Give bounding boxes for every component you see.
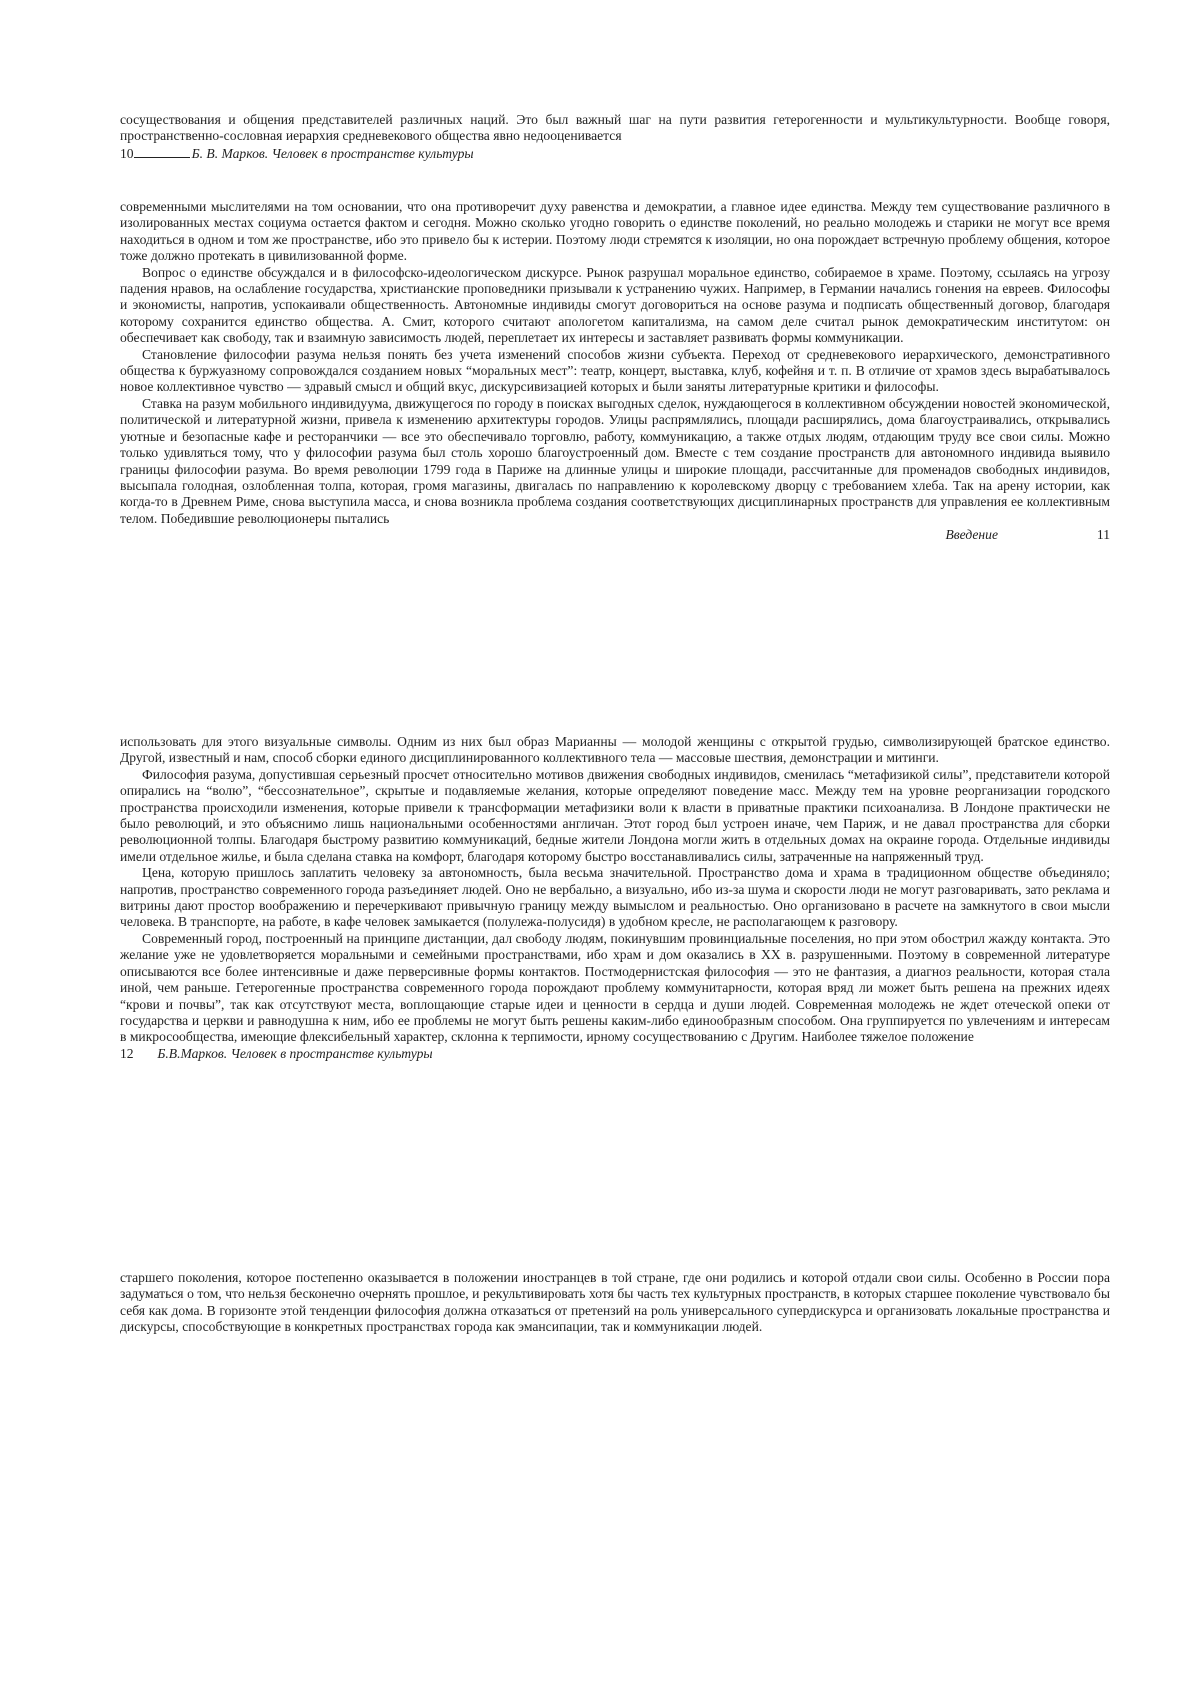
paragraph: Вопрос о единстве обсуждался и в философско-идеологическом дискурсе. Рынок разрушал моральное единство, собираемое в храме. Поэтому, ссылаясь на угрозу падения нравов, на ослабление государства, христианские проповедники призывали к устранению чужих. Например, в Германии начались гонения на евреев. Философы и экономисты, напротив, успокаивали общественность. Автономные индивиды смогут договориться на основе разума и подписать общественный договор, благодаря которому сохранится единство общества. А. Смит, которого считают апологетом капитализма, на самом деле считал рынок демократическим институтом: он обеспечивает как свободу, так и взаимную зависимость людей, переплетает их интересы и заставляет развивать формы коммуникации. — [120, 264, 1110, 346]
page-11-body — [120, 199, 1110, 544]
running-header — [120, 145, 1110, 162]
page-fragment-top — [120, 112, 1110, 162]
paragraph: Цена, которую пришлось заплатить человеку за автономность, была весьма значительной. Пространство дома и храма в традиционном обществе объединяло; напротив, пространство современного города разъединяет людей. Оно не вербально, а визуально, ибо из-за шума и скорости люди не могут разговаривать, зато реклама и витрины дают простор воображению и перечеркивают привычную границу между вымыслом и реальностью. Оно организовано в расчете на замкнутого в свои мысли человека. В транспорте, на работе, в кафе человек замыкается (полулежа-полусидя) в удобном кресле, не располагающем к разговору. — [120, 865, 1110, 930]
page-12-body — [120, 734, 1110, 1063]
paragraph: использовать для этого визуальные символы. Одним из них был образ Марианны — молодой женщины с открытой грудью, символизирующей братское единство. Другой, известный и нам, способ сборки единого дисциплинированного коллективного тела — массовые шествия, демонстрации и митинги. — [120, 734, 1110, 766]
paragraph: Современный город, построенный на принципе дистанции, дал свободу людям, покинувшим провинциальные поселения, но при этом обострил жажду контакта. Это желание уже не удовлетворяется моральными и семейными пространствами, ибо храм и дом оказались в XX в. разрушенными. Поэтому в современной литературе описываются все более интенсивные и даже перверсивные формы контактов. Постмодернистская философия — это не фантазия, а диагноз реальности, которая стала иной, чем раньше. Гетерогенные пространства современного города порождают проблему коммунитарности, которая вряд ли может быть решена на прежних идеях “крови и почвы”, так как отсутствуют места, воплощающие старые идеи и ценности в сердца и души людей. Современная молодежь не ждет отеческой опеки от государства и церкви и равнодушна к ним, ибо ее проблемы не могут быть решены каким-либо единообразным способом. Она группируется по увлечениям и интересам в микросообщества, имеющие флексибельный характер, склонна к терпимости, ирному сосуществованию с Другим. Наиболее тяжелое положение — [120, 930, 1110, 1045]
running-header — [120, 1046, 1110, 1063]
header-title: Б.В.Марков. Человек в пространстве культуры — [157, 1045, 433, 1061]
header-title: Б. В. Марков. Человек в пространстве культуры — [191, 145, 474, 161]
running-footer — [120, 527, 1110, 544]
paragraph: Ставка на разум мобильного индивидуума, движущегося по городу в поисках выгодных сделок, нуждающегося в коллективном обсуждении новостей экономической, политической и литературной жизни, привела к изменению архитектуры городов. Улицы распрямлялись, площади расширялись, дома благоустраивались, открывались уютные и безопасные кафе и ресторанчики — все это обеспечивало торговлю, работу, коммуникацию, а также отдых людям, отдающим труду все свои силы. Можно только удивляться тому, что у философии разума был столь хорошо благоустроенный дом. Вместе с тем создание пространств для автономного индивида выявило границы философии разума. Во время революции 1799 года в Париже на длинные улицы и широкие площади, рассчитанные для променадов свободных индивидов, высыпала голодная, озлобленная толпа, которая, громя магазины, двигалась по направлению к королевскому дворцу с требованием хлеба. Так на арену истории, как когда-то в Древнем Риме, снова выступила масса, и снова возникла проблема создания соответствующих дисциплинарных пространств для управления ее коллективным телом. Победившие революционеры пытались — [120, 395, 1110, 526]
page-number: 10 — [120, 145, 134, 161]
paragraph: старшего поколения, которое постепенно оказывается в положении иностранцев в той стране, где они родились и которой отдали свои силы. Особенно в России пора задуматься о том, что нельзя бесконечно очернять прошлое, и рекультивировать хотя бы часть тех культурных пространств, в которых старшее поколение чувствовало бы себя как дома. В горизонте этой тенденции философия должна отказаться от претензий на роль универсального супердискурса и организовать локальные пространства и дискурсы, способствующие в конкретных пространствах города как эмансипации, так и коммуникации людей. — [120, 1270, 1110, 1335]
page-number: 12 — [120, 1045, 134, 1061]
page-number: 11 — [1096, 527, 1110, 543]
header-rule — [134, 145, 190, 158]
footer-title: Введение — [945, 527, 998, 543]
paragraph: Становление философии разума нельзя понять без учета изменений способов жизни субъекта. Переход от средневекового иерархического, демонстративного общества к буржуазному сопровождался созданием новых “моральных мест”: театр, концерт, выставка, клуб, кофейня и т. п. В отличие от храмов здесь вырабатывалось новое коллективное чувство — здравый смысл и общий вкус, дискурсивизацией которых и были заняты литературные критики и философы. — [120, 346, 1110, 395]
page-13-body — [120, 1270, 1110, 1336]
paragraph: Философия разума, допустившая серьезный просчет относительно мотивов движения свободных индивидов, сменилась “метафизикой силы”, представители которой опирались на “волю”, “бессознательное”, скрытые и подавляемые желания, которые определяют поведение масс. Между тем на уровне реорганизации городского пространства происходили изменения, которые привели к трансформации метафизики воли к власти в приватные практики психоанализа. В Лондоне практически не было революций, и это объяснимо лишь национальными особенностями англичан. Этот город был устроен иначе, чем Париж, и не давал пространства для сборки революционной толпы. Благодаря быстрому развитию коммуникаций, бедные жители Лондона могли жить в отдельных домах на окраине города. Отдельные индивиды имели отдельное жилье, и была сделана ставка на комфорт, благодаря которому быстро восстанавливались силы, затраченные на напряженный труд. — [120, 766, 1110, 864]
paragraph: современными мыслителями на том основании, что она противоречит духу равенства и демократии, а главное идее единства. Между тем существование различного в изолированных местах социума остается фактом и сегодня. Можно сколько угодно говорить о единстве поколений, но реально молодежь и старики не могут все время находиться в одном и том же пространстве, ибо это привело бы к истерии. Поэтому люди стремятся к изоляции, но она порождает встречную проблему общения, которое тоже должно протекать в цивилизованной форме. — [120, 199, 1110, 264]
paragraph: сосуществования и общения представителей различных наций. Это был важный шаг на пути развития гетерогенности и мультикультурности. Вообще говоря, пространственно-сословная иерархия средневекового общества явно недооценивается — [120, 112, 1110, 144]
